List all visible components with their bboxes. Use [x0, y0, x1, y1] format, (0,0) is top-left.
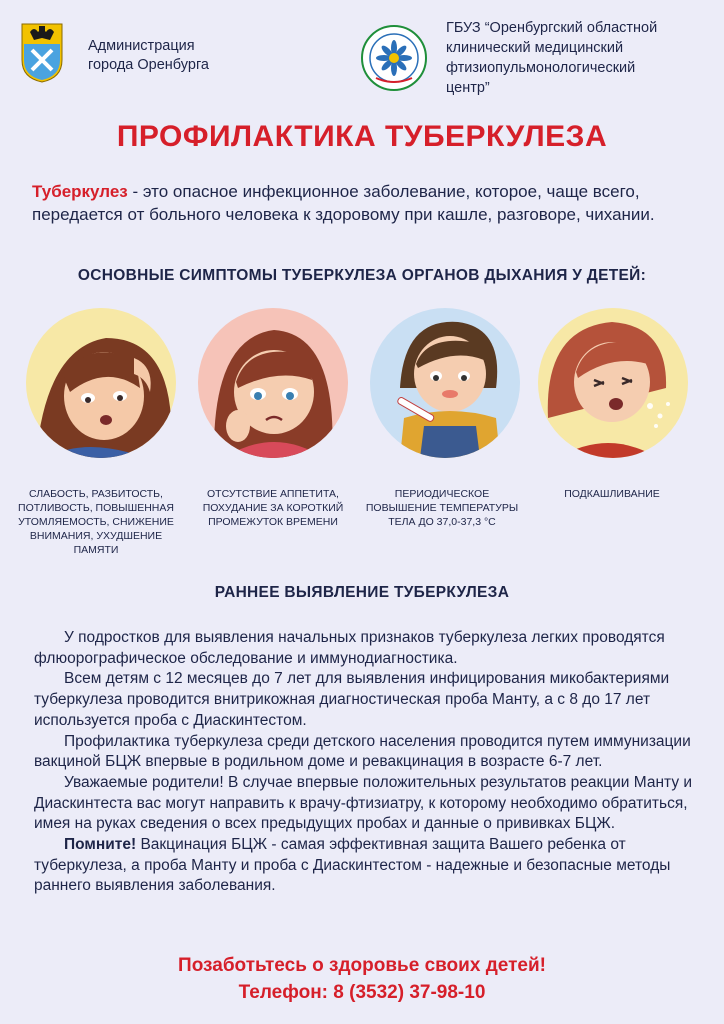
symptom-appetite-illustration [198, 308, 348, 458]
paragraph-5 [34, 835, 698, 897]
paragraph-1: У подростков для выявления начальных признаков туберкулеза легких проводятся флюорографическое обследование и иммунодиагностика. [34, 629, 665, 667]
coat-of-arms-icon [20, 22, 64, 84]
org-line-4: центр” [446, 80, 490, 96]
org-line-1: ГБУЗ “Оренбургский областной [446, 20, 658, 36]
remember-text: Вакцинация БЦЖ - самая эффективная защита Вашего ребенка от туберкулеза, а проба Манту и проба с Диаскинтестом - надежные и безопасные методы раннего выявления заболевания. [34, 836, 671, 895]
intro-term: Туберкулез [32, 182, 128, 201]
intro-text: - это опасное инфекционное заболевание, которое, чаще всего, передается от больного человека к здоровому при кашле, разговоре, чихании. [32, 182, 655, 224]
administration-name [88, 37, 268, 75]
paragraph-4: Уважаемые родители! В случае впервые положительных результатов реакции Манту и Диаскинтеста вас могут направить к врачу-фтизиатру, к которому необходимо обратиться, имея на руках сведения о всех предыдущих пробах и данные о прививках БЦЖ. [34, 773, 693, 833]
paragraph-2: Всем детям с 12 месяцев до 7 лет для выявления инфицирования микобактериями туберкулеза проводится внитрикожная диагностическая проба Манту, а с 8 до 17 лет используется проба с Диаскинтестом. [34, 670, 670, 729]
remember-label: Помните! [64, 836, 137, 854]
early-detection-body [34, 628, 698, 897]
closing-block [0, 952, 724, 1006]
symptoms-heading: ОСНОВНЫЕ СИМПТОМЫ ТУБЕРКУЛЕЗА ОРГАНОВ ДЫХАНИЯ У ДЕТЕЙ: [77, 267, 647, 284]
closing-slogan: Позаботьтесь о здоровье своих детей! [178, 955, 546, 976]
admin-line-1: Администрация [88, 38, 195, 54]
intro-paragraph [32, 180, 692, 226]
symptom-caption-1: СЛАБОСТЬ, РАЗБИТОСТЬ, ПОТЛИВОСТЬ, ПОВЫШЕННАЯ УТОМЛЯЕМОСТЬ, СНИЖЕНИЕ ВНИМАНИЯ, УХУДШЕНИЕ ПАМЯТИ [18, 488, 174, 556]
symptom-caption-3: ПЕРИОДИЧЕСКОЕ ПОВЫШЕНИЕ ТЕМПЕРАТУРЫ ТЕЛА ДО 37,0-37,3 °С [365, 488, 519, 528]
symptom-cough-illustration [538, 308, 688, 458]
admin-line-2: города Оренбурга [88, 57, 209, 73]
closing-phone: Телефон: 8 (3532) 37-98-10 [238, 982, 486, 1003]
symptom-temperature-illustration [370, 308, 520, 458]
symptom-caption-4: ПОДКАШЛИВАНИЕ [564, 488, 660, 500]
org-line-2: клинический медицинский [446, 40, 624, 56]
org-line-3: фтизиопульмонологический [446, 60, 636, 76]
paragraph-3: Профилактика туберкулеза среди детского населения проводится путем иммунизации вакциной БЦЖ впервые в родильном доме и ревакцинация в возрасте 6-7 лет. [34, 732, 691, 771]
center-logo-icon [360, 24, 428, 92]
page-title: ПРОФИЛАКТИКА ТУБЕРКУЛЕЗА [116, 120, 608, 153]
symptom-caption-2: ОТСУТСТВИЕ АППЕТИТА, ПОХУДАНИЕ ЗА КОРОТКИЙ ПРОМЕЖУТОК ВРЕМЕНИ [202, 488, 344, 528]
symptom-weakness-illustration [26, 308, 176, 458]
early-detection-heading: РАННЕЕ ВЫЯВЛЕНИЕ ТУБЕРКУЛЕЗА [214, 584, 510, 601]
organization-name [446, 18, 716, 98]
